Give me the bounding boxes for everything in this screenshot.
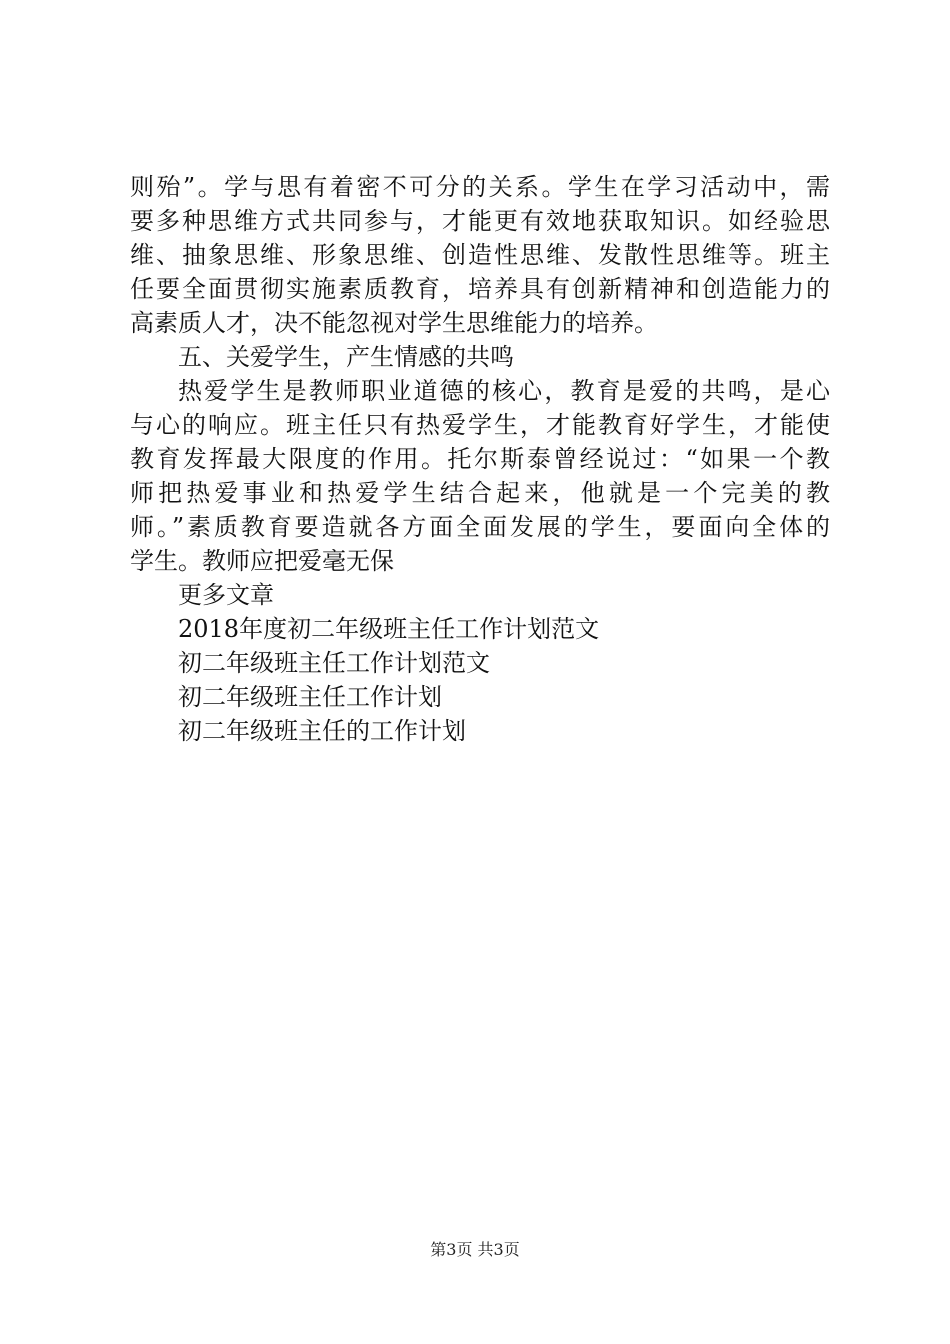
more-article-link[interactable]: 初二年级班主任工作计划范文 [178,649,490,677]
more-articles-title: 更多文章 [178,581,274,609]
paragraph-line: 与心的响应。班主任只有热爱学生，才能教育好学生，才能使 [130,411,830,439]
section-heading: 五、关爱学生，产生情感的共鸣 [178,343,514,371]
more-article-link[interactable]: 初二年级班主任的工作计划 [178,717,466,745]
paragraph-line: 师把热爱事业和热爱学生结合起来，他就是一个完美的教 [130,479,830,507]
paragraph-line: 任要全面贯彻实施素质教育，培养具有创新精神和创造能力的 [130,275,830,303]
more-article-link[interactable]: 初二年级班主任工作计划 [178,683,442,711]
paragraph-line: 高素质人才，决不能忽视对学生思维能力的培养。 [130,309,658,337]
more-article-link[interactable]: 2018年度初二年级班主任工作计划范文 [178,615,600,643]
paragraph-line: 要多种思维方式共同参与，才能更有效地获取知识。如经验思 [130,207,830,235]
page-number-footer: 第3页 共3页 [430,1240,520,1259]
paragraph-line: 热爱学生是教师职业道德的核心，教育是爱的共鸣，是心 [178,377,830,405]
paragraph-line: 维、抽象思维、形象思维、创造性思维、发散性思维等。班主 [130,241,830,269]
paragraph-line: 师。”素质教育要造就各方面全面发展的学生，要面向全体的 [130,513,830,541]
paragraph-line: 则殆”。学与思有着密不可分的关系。学生在学习活动中，需 [130,173,830,201]
document-body [130,170,830,748]
paragraph-line: 教育发挥最大限度的作用。托尔斯泰曾经说过：“如果一个教 [130,445,830,473]
paragraph-line: 学生。教师应把爱毫无保 [130,547,394,575]
